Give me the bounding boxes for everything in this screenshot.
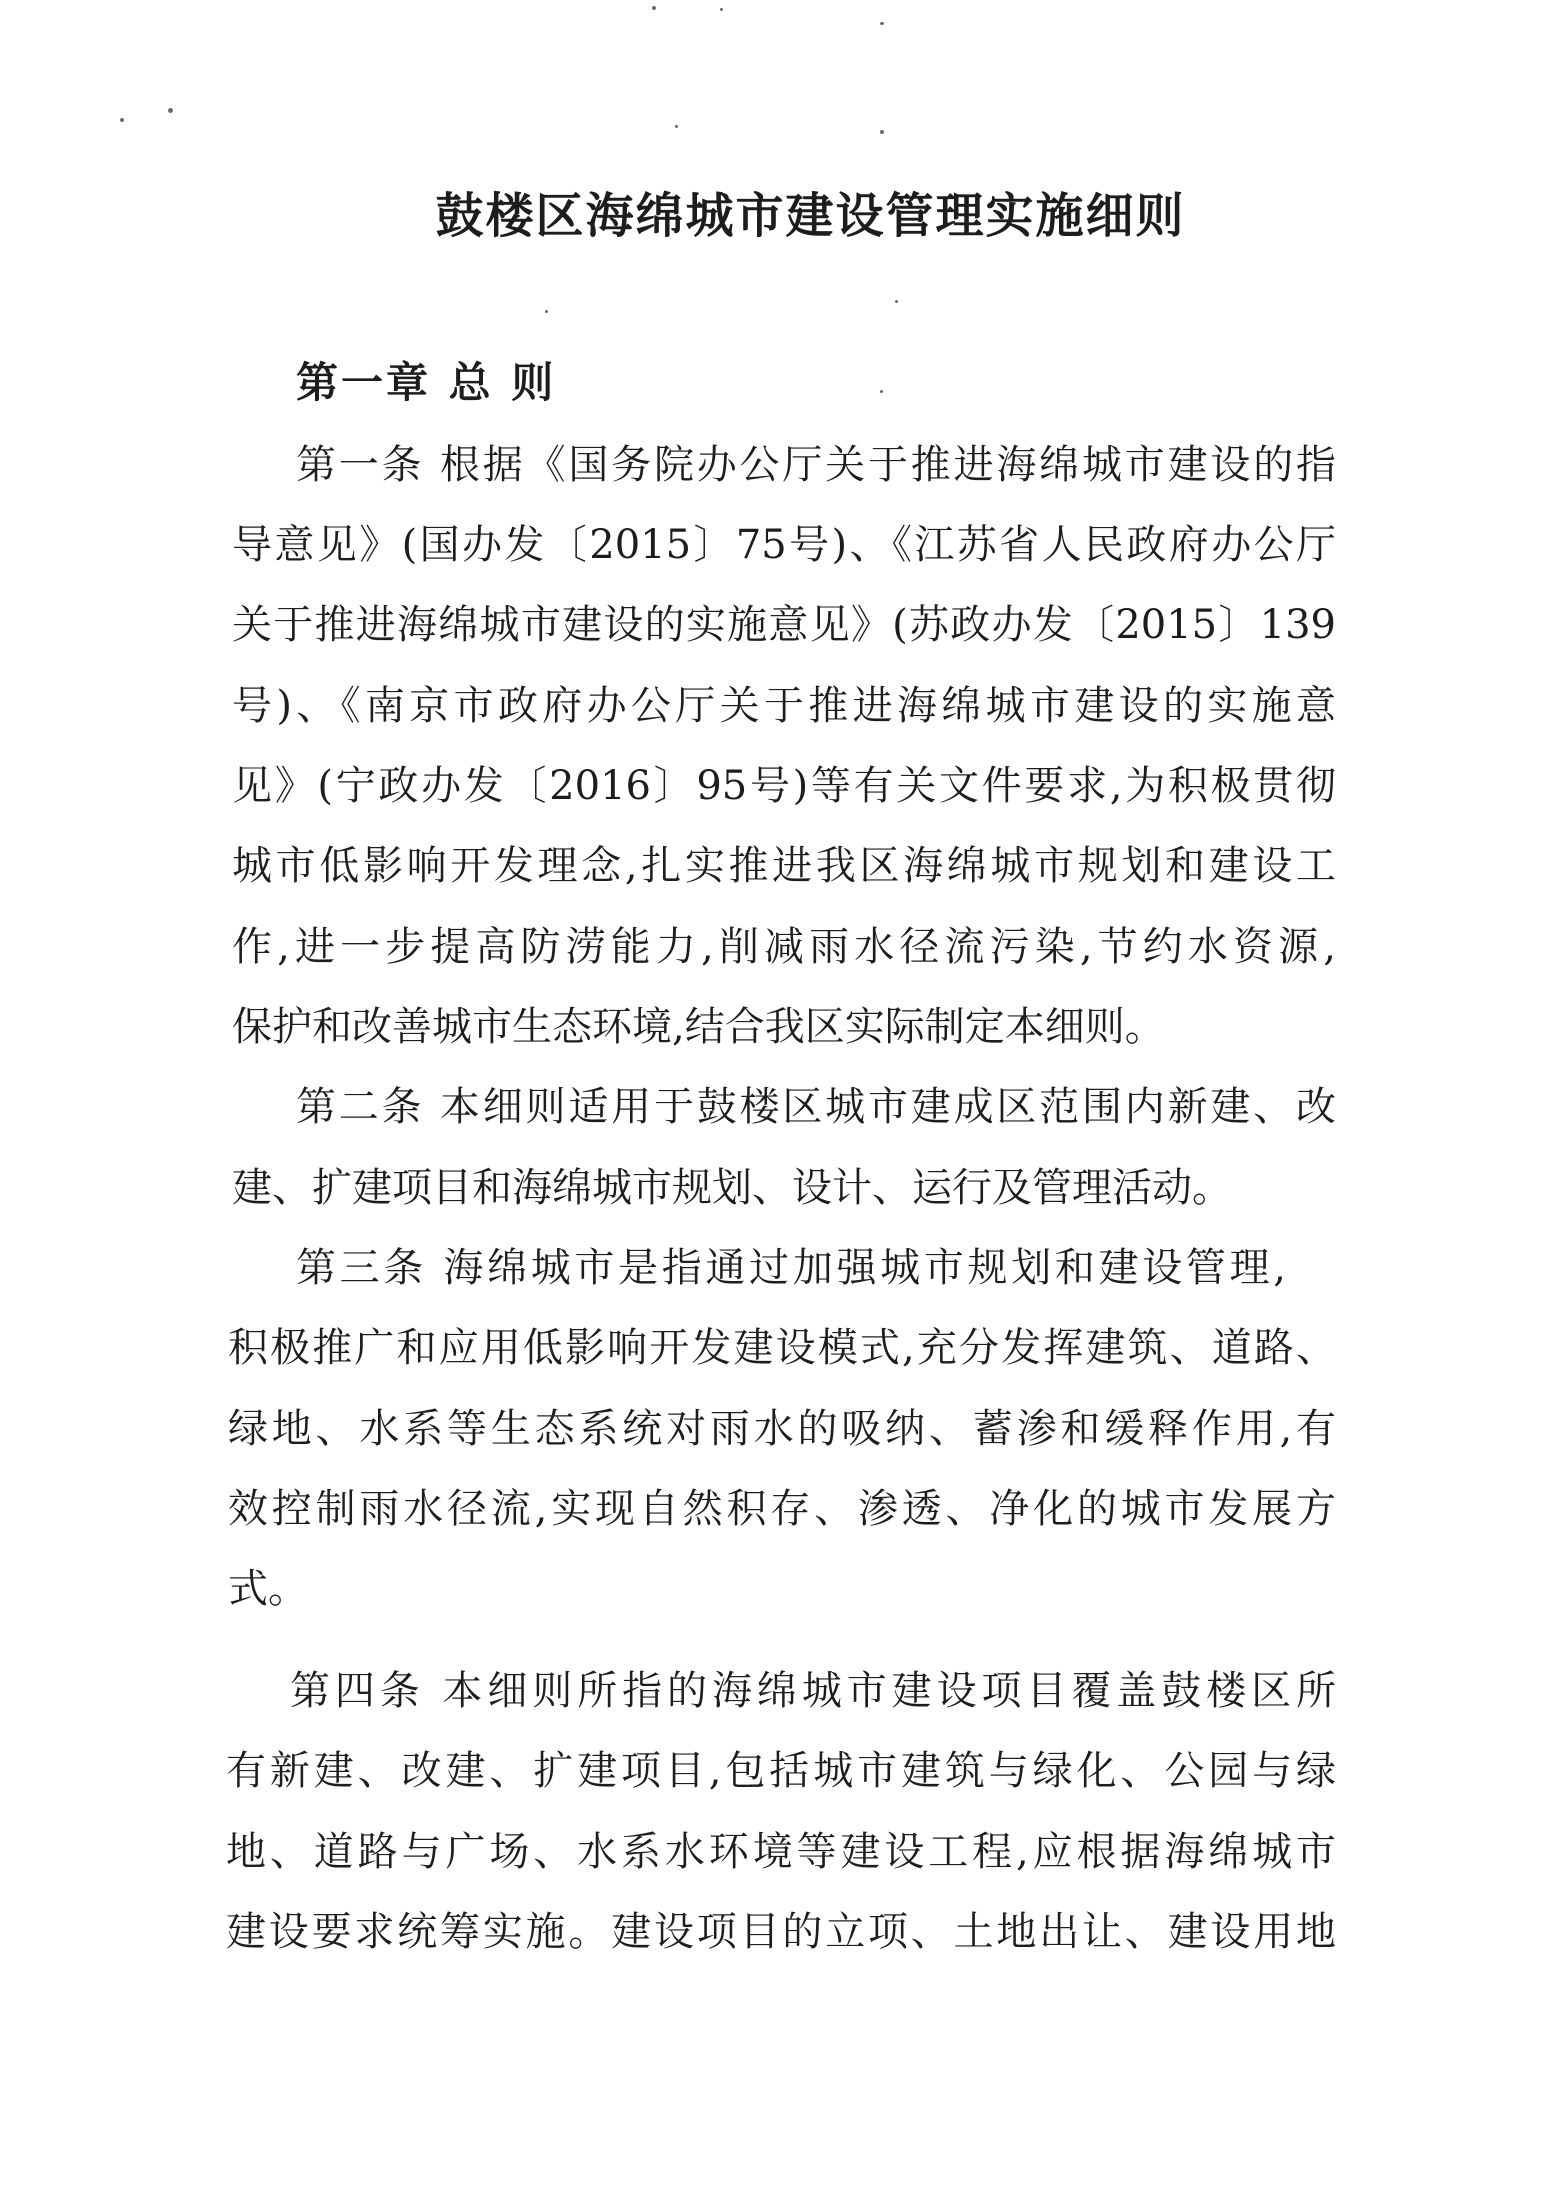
document-title: 鼓楼区海绵城市建设管理实施细则 <box>435 188 1186 244</box>
article-line: 效控制雨水径流,实现自然积存、渗透、净化的城市发展方 <box>228 1486 1336 1532</box>
article-line: 建设要求统筹实施。建设项目的立项、土地出让、建设用地 <box>226 1909 1336 1955</box>
article-line: 建、扩建项目和海绵城市规划、设计、运行及管理活动。 <box>232 1165 1232 1211</box>
article-line: 第一条 根据《国务院办公厅关于推进海绵城市建设的指 <box>296 442 1336 488</box>
scan-speck <box>168 108 173 113</box>
article-line: 绿地、水系等生态系统对雨水的吸纳、蓄渗和缓释作用,有 <box>228 1406 1336 1452</box>
article-line: 城市低影响开发理念,扎实推进我区海绵城市规划和建设工 <box>232 843 1336 889</box>
article-line: 第三条 海绵城市是指通过加强城市规划和建设管理, <box>296 1245 1286 1291</box>
article-line: 导意见》(国办发〔2015〕75号)、《江苏省人民政府办公厅 <box>232 522 1336 568</box>
article-line: 关于推进海绵城市建设的实施意见》(苏政办发〔2015〕139 <box>232 602 1336 648</box>
article-line: 第二条 本细则适用于鼓楼区城市建成区范围内新建、改 <box>296 1084 1336 1130</box>
scan-speck <box>880 130 884 134</box>
article-line: 作,进一步提高防涝能力,削减雨水径流污染,节约水资源, <box>232 924 1336 970</box>
scan-speck <box>675 125 678 128</box>
article-line: 式。 <box>228 1566 308 1612</box>
article-line: 号)、《南京市政府办公厅关于推进海绵城市建设的实施意 <box>232 683 1336 729</box>
article-line: 第四条 本细则所指的海绵城市建设项目覆盖鼓楼区所 <box>290 1668 1336 1714</box>
scan-speck <box>120 118 124 122</box>
article-line: 有新建、改建、扩建项目,包括城市建筑与绿化、公园与绿 <box>226 1748 1336 1794</box>
scan-speck <box>880 22 884 25</box>
article-line: 地、道路与广场、水系水环境等建设工程,应根据海绵城市 <box>226 1829 1336 1875</box>
scan-speck <box>652 6 656 10</box>
scan-speck <box>545 310 548 313</box>
scan-speck <box>720 8 723 11</box>
article-line: 见》(宁政办发〔2016〕95号)等有关文件要求,为积极贯彻 <box>232 763 1336 809</box>
article-line: 积极推广和应用低影响开发建设模式,充分发挥建筑、道路、 <box>228 1325 1336 1371</box>
scan-speck <box>880 390 883 393</box>
chapter-heading: 第一章 总 则 <box>296 358 557 407</box>
scan-speck <box>895 300 898 303</box>
article-line: 保护和改善城市生态环境,结合我区实际制定本细则。 <box>232 1004 1165 1050</box>
